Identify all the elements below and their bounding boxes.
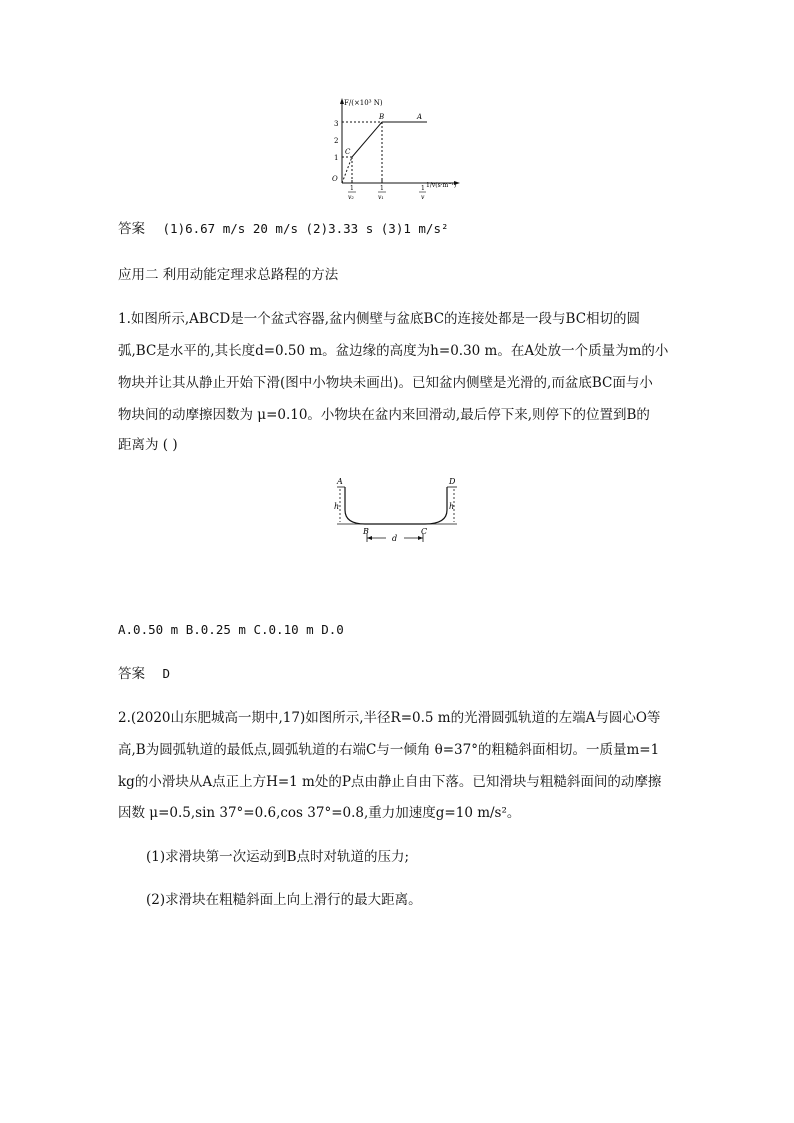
y-tick-3: 3 — [334, 120, 339, 128]
answer-2-label: 答案 — [118, 666, 145, 682]
q1-options: A.0.50 m B.0.25 m C.0.10 m D.0 — [118, 622, 344, 637]
section-title: 应用二 利用动能定理求总路程的方法 — [118, 267, 339, 283]
point-a-label: A — [417, 113, 423, 121]
answer-1-text: (1)6.67 m/s 20 m/s (2)3.33 s (3)1 m/s² — [162, 221, 449, 236]
q2-line-1: 2.(2020山东肥城高一期中,17)如图所示,半径R=0.5 m的光滑圆弧轨道的左端A与圆心O等 — [118, 710, 661, 726]
basin-outline — [345, 487, 447, 524]
x-tick-1-den: v₂ — [348, 194, 354, 201]
y-tick-1: 1 — [334, 154, 339, 162]
label-h-right: h — [449, 502, 455, 511]
x-tick-2-den: v₁ — [378, 194, 384, 201]
segment-cb — [352, 122, 382, 157]
y-tick-2: 2 — [334, 137, 339, 145]
answer-2 — [118, 664, 170, 684]
basin-diagram — [325, 472, 470, 552]
q2-sub-2: (2)求滑块在粗糙斜面上向上滑行的最大距离。 — [146, 892, 422, 908]
y-axis-label: F/(×10³ N) — [344, 99, 383, 107]
point-c-label: C — [345, 148, 351, 156]
q2-sub-1: (1)求滑块第一次运动到B点时对轨道的压力; — [146, 849, 410, 865]
label-a: A — [337, 477, 343, 486]
x-tick-3-num: 1 — [421, 185, 425, 192]
answer-1 — [118, 219, 449, 239]
answer-2-text: D — [162, 666, 171, 681]
x-axis-label: 1/v(s·m⁻¹) — [426, 182, 457, 189]
q1-line-4: 物块间的动摩擦因数为 μ=0.10。小物块在盆内来回滑动,最后停下来,则停下的位置到B的 — [118, 407, 650, 423]
q1-line-5: 距离为 ( ) — [118, 437, 178, 453]
x-tick-3-den: v — [421, 194, 425, 201]
origin-label: O — [332, 175, 338, 183]
dashed-origin-c — [342, 157, 352, 183]
label-h-left: h — [334, 502, 340, 511]
q1-line-1: 1.如图所示,ABCD是一个盆式容器,盆内侧壁与盆底BC的连接处都是一段与BC相切的圆 — [118, 311, 641, 327]
q2-line-3: kg的小滑块从A点正上方H=1 m处的P点由静止自由下落。已知滑块与粗糙斜面间的动摩擦 — [118, 774, 662, 790]
q2-line-2: 高,B为圆弧轨道的最低点,圆弧轨道的右端C与一倾角 θ=37°的粗糙斜面相切。一质量m=1 — [118, 742, 660, 758]
q1-line-3: 物块并让其从静止开始下滑(图中小物块未画出)。已知盆内侧壁是光滑的,而盆底BC面与小 — [118, 375, 653, 391]
label-b: B — [363, 527, 369, 536]
answer-1-label: 答案 — [118, 221, 145, 237]
x-tick-2-num: 1 — [380, 185, 384, 192]
label-c: C — [421, 527, 428, 536]
q1-line-2: 弧,BC是水平的,其长度d=0.50 m。盆边缘的高度为h=0.30 m。在A处放一个质量为m的小 — [118, 343, 669, 359]
q2-line-4: 因数 μ=0.5,sin 37°=0.6,cos 37°=0.8,重力加速度g=10 m/s²。 — [118, 805, 521, 821]
force-velocity-graph — [325, 95, 475, 205]
label-d-dist: d — [392, 534, 398, 543]
label-d: D — [449, 477, 456, 486]
x-tick-1-num: 1 — [350, 185, 354, 192]
point-b-label: B — [379, 113, 385, 121]
